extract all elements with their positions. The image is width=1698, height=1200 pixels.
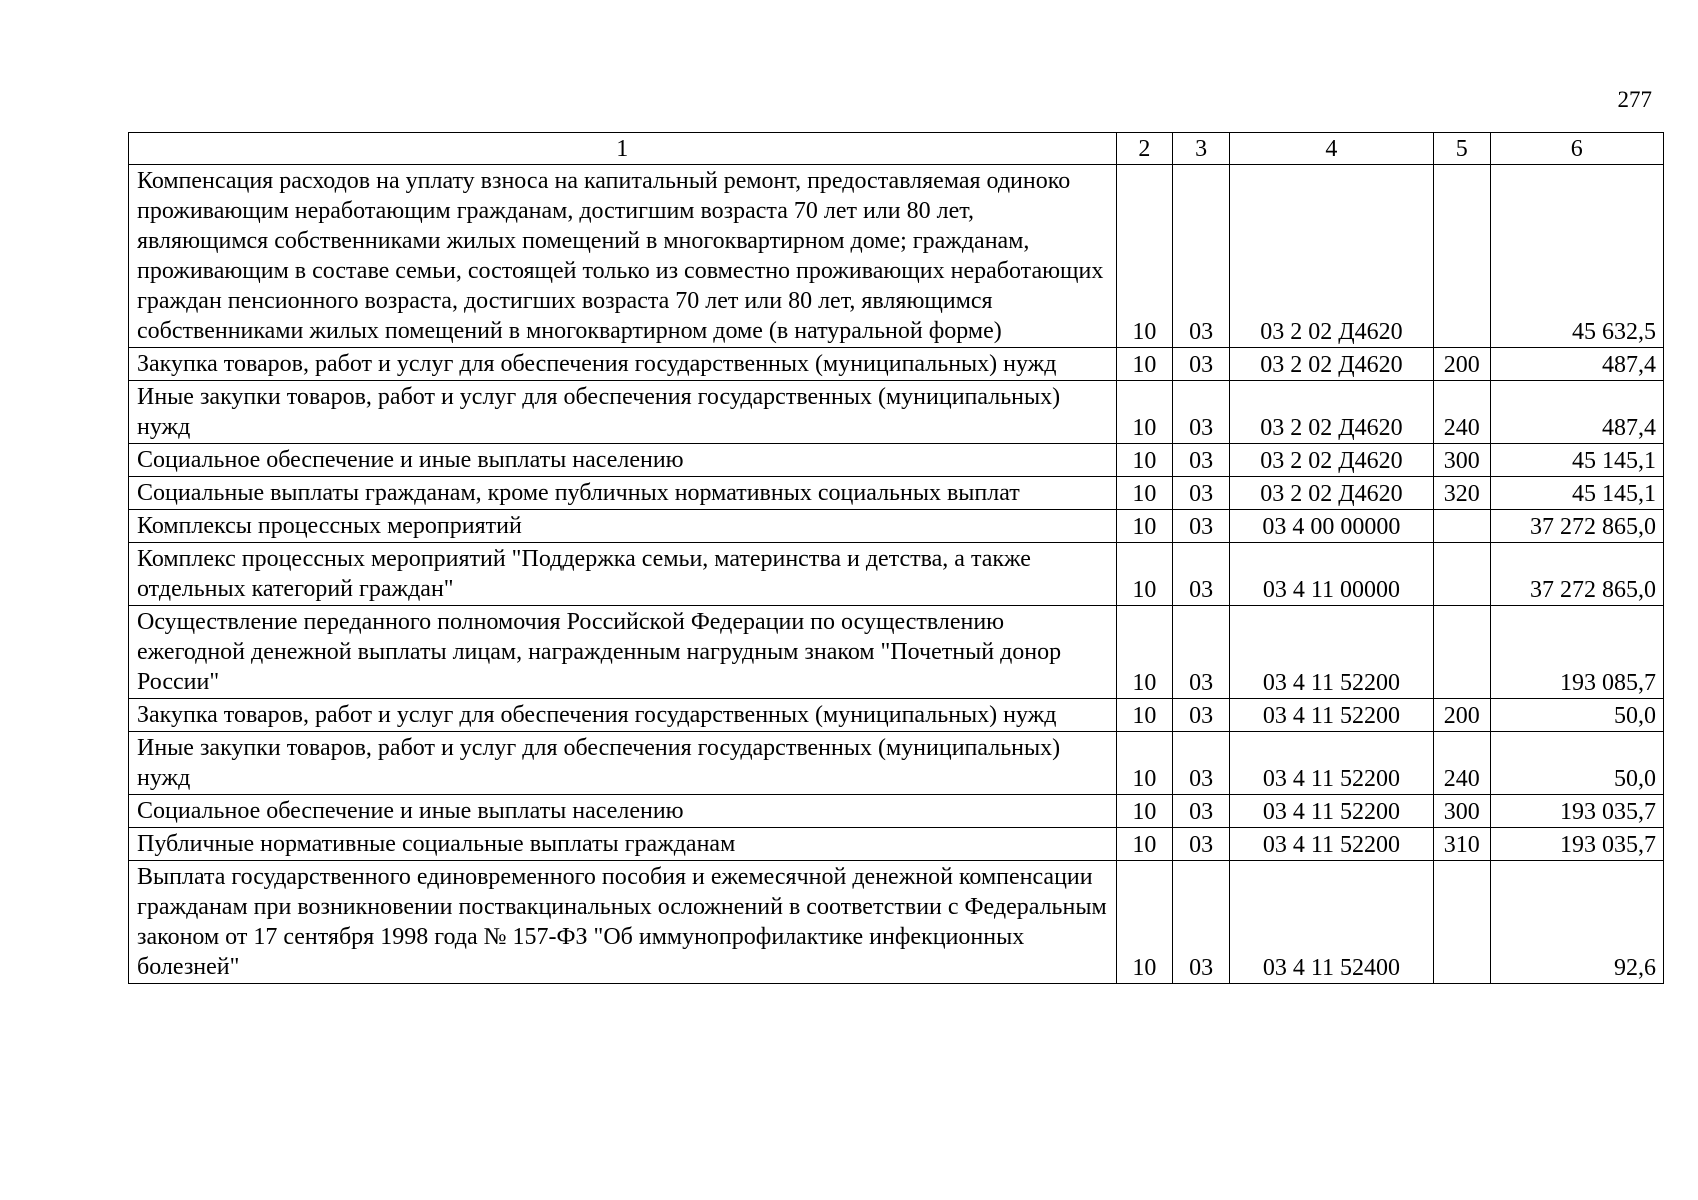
row-subsection: 03: [1173, 165, 1230, 348]
row-amount: 92,6: [1490, 861, 1663, 984]
row-name: Осуществление переданного полномочия Российской Федерации по осуществлению ежегодной денежной выплаты лицам, награжденным нагрудным знаком "Почетный донор России": [129, 606, 1117, 699]
row-amount: 37 272 865,0: [1490, 543, 1663, 606]
row-expense-type: 200: [1433, 348, 1490, 381]
row-amount: 193 035,7: [1490, 795, 1663, 828]
row-name: Социальные выплаты гражданам, кроме публичных нормативных социальных выплат: [129, 477, 1117, 510]
row-amount: 193 035,7: [1490, 828, 1663, 861]
row-amount: 487,4: [1490, 348, 1663, 381]
row-subsection: 03: [1173, 861, 1230, 984]
row-section: 10: [1116, 606, 1173, 699]
row-target-article: 03 2 02 Д4620: [1230, 477, 1434, 510]
row-expense-type: 320: [1433, 477, 1490, 510]
table-row: [129, 699, 1664, 732]
row-section: 10: [1116, 795, 1173, 828]
row-section: 10: [1116, 444, 1173, 477]
row-expense-type: [1433, 606, 1490, 699]
row-target-article: 03 2 02 Д4620: [1230, 348, 1434, 381]
row-name: Социальное обеспечение и иные выплаты населению: [129, 444, 1117, 477]
row-subsection: 03: [1173, 381, 1230, 444]
row-amount: 45 145,1: [1490, 444, 1663, 477]
page-number: 277: [1617, 87, 1652, 112]
row-name: Выплата государственного единовременного пособия и ежемесячной денежной компенсации гражданам при возникновении поствакцинальных осложнений в соответствии с Федеральным законом от 17 сентября 1998 года № 157-ФЗ "Об иммунопрофилактике инфекционных болезней": [129, 861, 1117, 984]
row-name: Иные закупки товаров, работ и услуг для обеспечения государственных (муниципальных) нужд: [129, 381, 1117, 444]
row-expense-type: 240: [1433, 381, 1490, 444]
row-amount: 50,0: [1490, 699, 1663, 732]
row-expense-type: [1433, 543, 1490, 606]
table-row: [129, 477, 1664, 510]
row-subsection: 03: [1173, 732, 1230, 795]
row-subsection: 03: [1173, 348, 1230, 381]
row-expense-type: 300: [1433, 795, 1490, 828]
row-name: Иные закупки товаров, работ и услуг для обеспечения государственных (муниципальных) нужд: [129, 732, 1117, 795]
row-section: 10: [1116, 861, 1173, 984]
row-expense-type: [1433, 861, 1490, 984]
header-row: [129, 133, 1664, 165]
row-amount: 50,0: [1490, 732, 1663, 795]
row-expense-type: [1433, 165, 1490, 348]
row-expense-type: 200: [1433, 699, 1490, 732]
row-section: 10: [1116, 699, 1173, 732]
row-amount: 37 272 865,0: [1490, 510, 1663, 543]
row-target-article: 03 4 11 52400: [1230, 861, 1434, 984]
table-row: [129, 381, 1664, 444]
row-target-article: 03 2 02 Д4620: [1230, 381, 1434, 444]
row-section: 10: [1116, 732, 1173, 795]
row-section: 10: [1116, 348, 1173, 381]
row-expense-type: 240: [1433, 732, 1490, 795]
row-section: 10: [1116, 165, 1173, 348]
row-name: Комплекс процессных мероприятий "Поддержка семьи, материнства и детства, а также отдельных категорий граждан": [129, 543, 1117, 606]
row-name: Компенсация расходов на уплату взноса на капитальный ремонт, предоставляемая одиноко проживающим неработающим гражданам, достигшим возраста 70 лет или 80 лет, являющимся собственниками жилых помещений в многоквартирном доме; гражданам, проживающим в составе семьи, состоящей только из совместно проживающих неработающих граждан пенсионного возраста, достигших возраста 70 лет или 80 лет, являющимся собственниками жилых помещений в многоквартирном доме (в натуральной форме): [129, 165, 1117, 348]
table-row: [129, 732, 1664, 795]
row-target-article: 03 4 11 52200: [1230, 795, 1434, 828]
row-target-article: 03 4 11 00000: [1230, 543, 1434, 606]
table-row: [129, 828, 1664, 861]
row-name: Социальное обеспечение и иные выплаты населению: [129, 795, 1117, 828]
row-section: 10: [1116, 477, 1173, 510]
row-target-article: 03 4 11 52200: [1230, 699, 1434, 732]
row-subsection: 03: [1173, 699, 1230, 732]
row-target-article: 03 2 02 Д4620: [1230, 444, 1434, 477]
budget-table: [128, 132, 1664, 984]
table-row: [129, 795, 1664, 828]
table-row: [129, 543, 1664, 606]
row-amount: 193 085,7: [1490, 606, 1663, 699]
row-name: Закупка товаров, работ и услуг для обеспечения государственных (муниципальных) нужд: [129, 348, 1117, 381]
row-target-article: 03 4 11 52200: [1230, 606, 1434, 699]
table-row: [129, 606, 1664, 699]
row-amount: 45 632,5: [1490, 165, 1663, 348]
row-subsection: 03: [1173, 510, 1230, 543]
row-name: Комплексы процессных мероприятий: [129, 510, 1117, 543]
row-amount: 45 145,1: [1490, 477, 1663, 510]
row-target-article: 03 4 11 52200: [1230, 732, 1434, 795]
row-section: 10: [1116, 381, 1173, 444]
column-header-amount: 6: [1490, 133, 1663, 165]
row-name: Закупка товаров, работ и услуг для обеспечения государственных (муниципальных) нужд: [129, 699, 1117, 732]
row-subsection: 03: [1173, 543, 1230, 606]
row-subsection: 03: [1173, 606, 1230, 699]
row-name: Публичные нормативные социальные выплаты гражданам: [129, 828, 1117, 861]
row-expense-type: 310: [1433, 828, 1490, 861]
table-row: [129, 348, 1664, 381]
column-header-expense-type: 5: [1433, 133, 1490, 165]
row-expense-type: 300: [1433, 444, 1490, 477]
table-row: [129, 444, 1664, 477]
row-target-article: 03 4 11 52200: [1230, 828, 1434, 861]
row-section: 10: [1116, 828, 1173, 861]
row-subsection: 03: [1173, 795, 1230, 828]
row-amount: 487,4: [1490, 381, 1663, 444]
column-header-target-article: 4: [1230, 133, 1434, 165]
row-expense-type: [1433, 510, 1490, 543]
row-section: 10: [1116, 510, 1173, 543]
row-subsection: 03: [1173, 828, 1230, 861]
table-row: [129, 861, 1664, 984]
column-header-name: 1: [129, 133, 1117, 165]
column-header-subsection: 3: [1173, 133, 1230, 165]
table-row: [129, 165, 1664, 348]
row-subsection: 03: [1173, 477, 1230, 510]
row-target-article: 03 4 00 00000: [1230, 510, 1434, 543]
row-section: 10: [1116, 543, 1173, 606]
column-header-section: 2: [1116, 133, 1173, 165]
table-row: [129, 510, 1664, 543]
row-subsection: 03: [1173, 444, 1230, 477]
row-target-article: 03 2 02 Д4620: [1230, 165, 1434, 348]
